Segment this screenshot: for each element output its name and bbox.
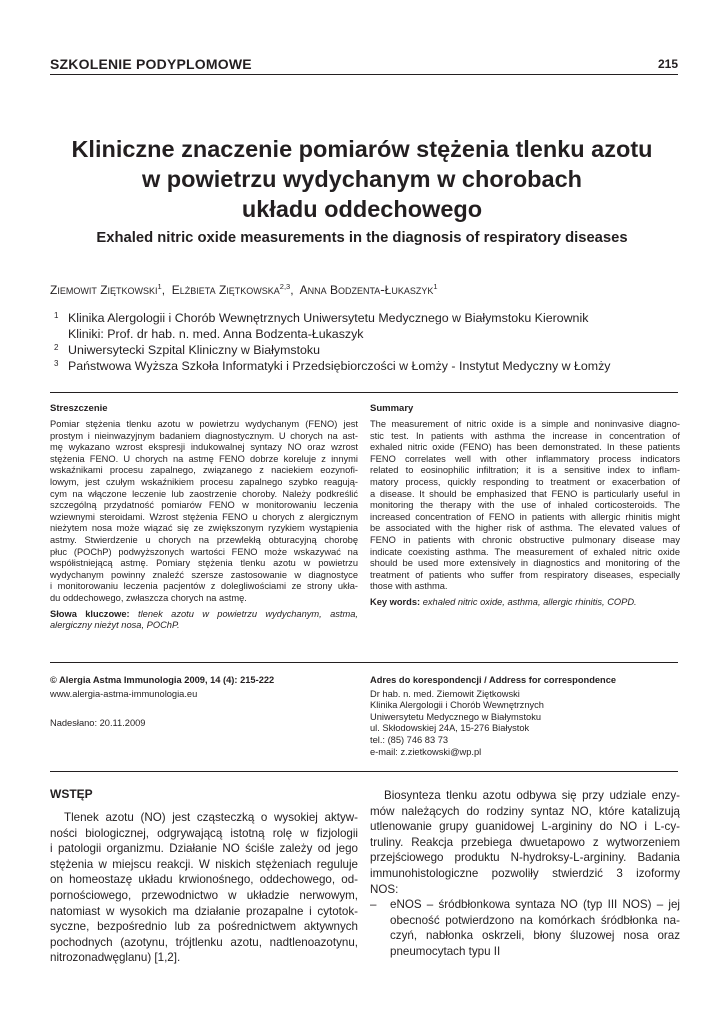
text-line: Klinika Alergologii i Chorób Wewnętrznych [370,700,544,711]
text-line: Dr hab. n. med. Ziemowit Ziętkowski [370,688,520,699]
text-line: czyń, nabłonka oskrzeli, błony śluzowej nosa oraz [390,929,680,943]
author-3: Anna Bodzenta-Łukaszyk$^1$ [299,282,438,297]
text-line: syczne, bezpośrednio lub za pośrednictwem aktywnych [50,920,358,934]
nos-isoform-list [370,897,680,959]
text-line: matory process, quickly responding to treatment or exacerbation of [370,476,680,487]
author-1: Ziemowit Ziętkowski$^1$, [50,282,169,297]
text-line: on homeostazę układu krwionośnego, oddechowego, od- [50,873,358,887]
intro-left-column [50,810,358,966]
intro-right-column [370,788,680,960]
text-line: should be used more extensively in diagnostics and monitoring of the [370,558,680,569]
text-line: współistniejącą astmę. Pomiary stężenia tlenku azotu w powietrzu [50,558,358,569]
text-line: Uniwersytetu Medycznego w Białymstoku [370,711,542,722]
citation-block [50,675,358,730]
text-line: Biosynteza tlenku azotu odbywa się przy udziale enzy- [384,789,680,802]
text-line: nitrozonadwęglanu) [1,2]. [50,951,181,965]
text-line: wskaźnikami procesu zapalnego, związanego z naciekiem eozynofi- [50,465,358,476]
text-line: be associated with the higher risk of asthma. The elevated values of [370,523,680,534]
article-title [40,134,684,224]
text-line: stężenia w miejscu reakcji. W niskich stężeniach reguluje [50,857,358,871]
text-line: indicate coexisting asthma. The measurement of exhaled nitric oxide [370,546,680,557]
text-line: immunohistologiczne pozwoliły stwierdzić 3 izoformy [370,866,680,880]
text-line: treatment of patients who suffer from respiratory diseases, especially [370,569,680,580]
received-date: Nadesłano: 20.11.2009 [50,718,146,729]
text-line: exhaled nitric oxide (FENO) has been demonstrated. In these patients [370,442,680,453]
intro-paragraph-1 [50,810,358,966]
text-line: szczególną przydatność pomiarów FENO w monitorowaniu leczenia [50,500,358,511]
abstract-polish-heading: Streszczenie [50,403,108,414]
text-line: related to eosinophilic infiltration; it is a sensitive index to inflam- [370,465,680,476]
abstract-english-body [370,419,680,593]
text-line: FENO correlates well with other inflammatory process indicators [370,453,680,464]
correspondence-address [370,689,680,759]
title-line-1: Kliniczne znaczenie pomiarów stężenia tlenku azotu [71,136,653,162]
text-line: stężenia FENO. U chorych na astmę FENO dobrze koreluje z innymi [50,453,358,464]
text-line: eNOS – śródbłonkowa syntaza NO (typ III NOS) – jej [390,898,680,912]
text-line: Pomiar stężenia tlenku azotu w powietrzu wydychanym (FENO) jest [50,419,358,429]
divider-top [50,392,678,393]
correspondence-block [370,675,680,758]
text-line: obecność potwierdzono na komórkach śródbłonka na- [390,913,680,927]
text-line: those with asthma. [370,581,448,592]
text-line: ności biologicznej, odgrywającą istotną rolę w fizjologii [50,826,358,840]
text-line: pochodnych (azotynu, trójtlenku azotu, nadtlenoazotynu, [50,935,358,949]
text-line: prostym i nieinwazyjnym badaniem diagnostycznym. U chorych na ast- [50,430,358,441]
text-line: FENO in patients with chronic obstructive pulmonary disease may [370,534,680,545]
text-line: monitoring the therapy with the use of inhaled corticosteroids. The [370,500,680,511]
text-line: wydychanym powinny znaleźć szersze zastosowanie w diagnostyce [50,569,358,580]
text-line: przejściowego produktu N-hydroksy-L-argininy. Badania [370,851,680,865]
text-line: wziewnymi steroidami. Wzrost stężenia FENO u chorych z alergicznym [50,511,358,522]
text-line: pornościowego, przewodnictwo w układzie nerwowym, [50,888,358,902]
text-line: natomiast w wysokich ma działanie prozapalne i cytotok- [50,904,358,918]
author-list [50,282,438,297]
text-line: nieżytem nosa może wiązać się ze zwiększonym ryzykiem wystąpienia [50,523,358,534]
title-line-3: układu oddechowego [241,196,483,222]
author-2: Elżbieta Ziętkowska$^{2,3}$, [171,282,297,297]
text-line: i monitorowaniu leczenia pacjentów z dolegliwościami ze strony ukła- [50,581,358,592]
text-line: tel.: (85) 746 83 73 [370,734,449,745]
affiliation-1: 1 Klinika Alergologii i Chorób Wewnętrznych Uniwersytetu Medycznego w Białymstoku Kierownik Kliniki: Prof. dr hab. n. med. Anna Bodzenta-Łukaszyk [54,311,589,341]
text-line: i patologii organizmu. Działanie NO ściśle zależy od jego [50,842,358,856]
title-line-2: w powietrzu wydychanym w chorobach [141,166,583,192]
text-line: mów należących do rodziny syntaz NO, które katalizują [370,804,680,818]
text-line: utlenowanie grupy guanidowej L-argininy do NO i L-cy- [370,820,680,834]
abstract-english-heading: Summary [370,403,414,414]
page-number: 215 [657,57,678,71]
keywords-english: Key words: exhaled nitric oxide, asthma, allergic rhinitis, COPD. [370,596,637,607]
text-line: Tlenek azotu (NO) jest cząsteczką o wysokiej aktyw- [64,811,358,824]
abstract-polish-body [50,419,358,605]
text-line: stic test. In patients with asthma the increase in concentration of [370,430,680,441]
divider-bottom [50,771,678,772]
text-line: lowym, jest czułym wskaźnikiem procesu zapalnego szybko reagują- [50,476,358,487]
keywords-polish: Słowa kluczowe: tlenek azotu w powietrzu wydychanym, astma, alergiczny nieżyt nosa, POChP. [50,608,358,631]
header-rule [50,74,678,75]
abstract-english [370,403,680,609]
affiliation-3: 3 Państwowa Wyższa Szkoła Informatyki i Przedsiębiorczości w Łomży - Instytut Medyczny w Łomży [54,359,611,373]
text-line: astmy. Stwierdzenie u chorych na przewlekłą obturacyjną chorobę [50,534,358,545]
text-line: NOS: [370,882,399,896]
divider-middle [50,662,678,663]
text-line: e-mail: z.zietkowski@wp.pl [370,746,482,757]
text-line: mę wykazano wzrost ekspresji indukowalnej syntazy NO oraz wzrost [50,442,358,453]
list-item-enos [390,897,680,959]
text-line: cym na włączone leczenie lub zaostrzenie choroby. Należy podkreślić [50,488,358,499]
abstract-polish [50,403,358,632]
journal-url[interactable]: www.alergia-astma-immunologia.eu [50,688,198,699]
article-subtitle: Exhaled nitric oxide measurements in the diagnosis of respiratory diseases [96,230,628,246]
affiliation-2: 2 Uniwersytecki Szpital Kliniczny w Białymstoku [54,343,321,357]
section-label: SZKOLENIE PODYPLOMOWE [50,56,252,72]
text-line: increased concentration of FENO in patients with allergic rhinitis might [370,511,680,522]
text-line: pneumocytach typu II [390,944,501,958]
text-line: truliny. Reakcja przebiega dwuetapowo z wytworzeniem [370,835,680,849]
text-line: płuc (POChP) podwyższonych wartości FENO może wskazywać na [50,546,358,557]
text-line: du oddechowego, zwłaszcza chorych na astmę. [50,592,247,603]
journal-citation: © Alergia Astma Immunologia 2009, 14 (4): 215-222 [50,675,275,685]
intro-paragraph-2 [370,788,680,897]
text-line: ul. Skłodowskiej 24A, 15-276 Białystok [370,723,530,734]
list-bullet: – [370,898,377,912]
text-line: The measurement of nitric oxide is a simple and noninvasive diagno- [370,419,680,429]
intro-heading: WSTĘP [50,787,93,801]
correspondence-heading: Adres do korespondencji / Address for correspondence [370,675,617,685]
text-line: a disease. It should be emphasized that FENO is particularly useful in [370,488,680,499]
